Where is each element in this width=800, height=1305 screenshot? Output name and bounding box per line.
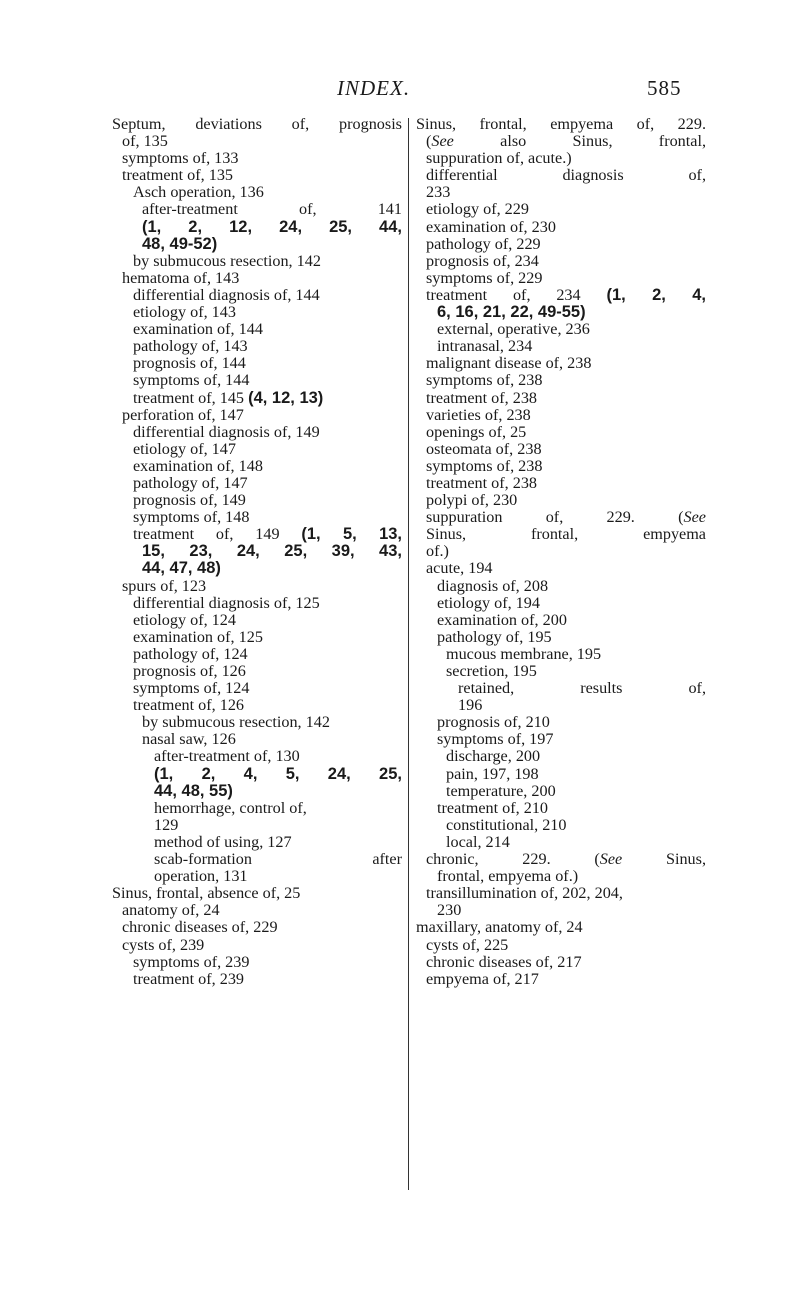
page-number: 585	[647, 76, 682, 100]
index-entry	[112, 543, 402, 560]
index-entry	[112, 236, 402, 253]
index-entry-text: symptoms of, 229	[426, 268, 543, 287]
index-entry	[416, 817, 706, 834]
index-entry-text: discharge, 200	[446, 747, 541, 766]
index-entry-text: by submucous resection, 142	[133, 251, 321, 270]
index-entry-text: symptoms of, 197	[437, 730, 554, 749]
index-entry-text: 48, 49-52)	[142, 234, 218, 253]
index-entry-text: cysts of, 225	[426, 935, 509, 954]
index-entry-text: symptoms of, 238	[426, 371, 543, 390]
index-entry-text: 233	[426, 183, 451, 202]
index-entry-text: varieties of, 238	[426, 405, 531, 424]
index-entry	[416, 236, 706, 253]
index-entry	[112, 355, 402, 372]
index-entry	[416, 560, 706, 577]
index-entry-text: 230	[437, 901, 462, 920]
index-entry	[416, 270, 706, 287]
index-entry-text: treatment of, 135	[122, 166, 234, 185]
index-entry	[112, 407, 402, 424]
index-entry-text: acute, 194	[426, 559, 493, 578]
index-entry-text: pain, 197, 198	[446, 764, 539, 783]
index-entry-text: of, 135	[122, 132, 168, 151]
index-entry-text: spurs of, 123	[122, 576, 207, 595]
index-entry	[416, 851, 706, 868]
index-entry	[112, 868, 402, 885]
index-entry	[112, 783, 402, 800]
index-entry-text: treatment of, 234	[426, 285, 581, 304]
index-entry-text: by submucous resection, 142	[142, 713, 330, 732]
index-entry	[416, 150, 706, 167]
index-entry	[416, 954, 706, 971]
index-entry	[416, 731, 706, 748]
index-entry-text: 196	[458, 696, 483, 715]
index-entry	[112, 851, 402, 868]
index-entry-text: etiology of, 124	[133, 610, 236, 629]
index-entry-text: etiology of, 229	[426, 200, 529, 219]
index-entry-text: chronic, 229. (See Sinus,	[426, 850, 706, 869]
index-entry-text: symptoms of, 124	[133, 679, 250, 698]
index-entry	[416, 612, 706, 629]
index-entry	[112, 492, 402, 509]
index-entry-text: prognosis of, 234	[426, 251, 539, 270]
index-entry	[416, 184, 706, 201]
index-entry	[416, 509, 706, 526]
index-entry	[416, 390, 706, 407]
index-entry-text: prognosis of, 210	[437, 713, 550, 732]
index-entry-text: differential diagnosis of, 144	[133, 285, 320, 304]
index-entry	[112, 201, 402, 218]
index-entry	[416, 646, 706, 663]
index-entry	[112, 817, 402, 834]
index-entry	[112, 509, 402, 526]
index-entry	[112, 372, 402, 389]
index-entry-text: etiology of, 194	[437, 593, 540, 612]
index-entry-text: treatment of, 239	[133, 969, 245, 988]
index-column-left	[112, 116, 402, 988]
index-entry	[112, 338, 402, 355]
index-entry	[112, 612, 402, 629]
index-entry	[112, 526, 402, 543]
index-entry-text: pathology of, 229	[426, 234, 541, 253]
index-entry-text: differential diagnosis of, 149	[133, 422, 320, 441]
index-entry	[112, 731, 402, 748]
index-entry-text: Sinus, frontal, empyema of, 229.	[416, 115, 706, 133]
index-entry	[112, 253, 402, 270]
index-entry	[416, 287, 706, 304]
index-entry-text: scab-formation after	[154, 850, 402, 869]
index-entry-text: suppuration of, acute.)	[426, 149, 572, 168]
index-entry-text: prognosis of, 144	[133, 354, 246, 373]
index-entry	[112, 441, 402, 458]
index-entry-text: temperature, 200	[446, 781, 556, 800]
index-entry-text: osteomata of, 238	[426, 439, 542, 458]
index-entry-text: constitutional, 210	[446, 815, 567, 834]
index-entry	[416, 595, 706, 612]
index-entry-text: differential diagnosis of, 125	[133, 593, 320, 612]
index-entry	[416, 116, 706, 133]
index-entry	[112, 646, 402, 663]
index-entry	[112, 748, 402, 765]
index-entry-text: empyema of, 217	[426, 969, 539, 988]
index-entry	[112, 902, 402, 919]
index-entry	[416, 663, 706, 680]
index-entry-text: etiology of, 143	[133, 303, 236, 322]
index-entry	[416, 201, 706, 218]
index-entry-text: of.)	[426, 542, 449, 561]
index-entry-text: treatment of, 145	[133, 388, 245, 407]
index-entry-text: Septum, deviations of, prognosis	[112, 115, 402, 133]
index-entry-text: perforation of, 147	[122, 405, 244, 424]
index-entry	[416, 748, 706, 765]
index-entry	[416, 766, 706, 783]
index-entry-text: retained, results of,	[458, 679, 706, 698]
index-entry-text: chronic diseases of, 229	[122, 918, 278, 937]
index-entry-text: 6, 16, 21, 22, 49-55)	[437, 303, 586, 322]
index-entry-text: treatment of, 238	[426, 388, 538, 407]
index-entry	[112, 919, 402, 936]
index-entry	[416, 372, 706, 389]
index-entry	[416, 304, 706, 321]
index-entry-text: etiology of, 147	[133, 439, 236, 458]
index-entry-text: symptoms of, 133	[122, 149, 239, 168]
index-entry	[416, 133, 706, 150]
index-entry	[416, 338, 706, 355]
index-entry-text: transillumination of, 202, 204,	[426, 884, 623, 903]
index-entry	[112, 800, 402, 817]
index-entry-text: hematoma of, 143	[122, 268, 240, 287]
plate-references: (1, 5, 13,	[301, 525, 403, 544]
index-entry-text: operation, 131	[154, 867, 248, 886]
index-entry	[112, 321, 402, 338]
index-entry	[416, 578, 706, 595]
index-entry	[112, 287, 402, 304]
index-entry-text: differential diagnosis of,	[426, 166, 706, 185]
index-entry-text: 44, 48, 55)	[154, 781, 233, 800]
index-column-right	[416, 116, 706, 988]
index-entry-text: symptoms of, 239	[133, 952, 250, 971]
index-entry-text: 129	[154, 815, 179, 834]
index-entry	[112, 663, 402, 680]
column-divider	[408, 118, 409, 1190]
index-entry-text: openings of, 25	[426, 422, 527, 441]
index-entry-text: maxillary, anatomy of, 24	[416, 918, 583, 937]
index-entry	[416, 919, 706, 936]
index-entry-text: examination of, 200	[437, 610, 567, 629]
index-entry-text: symptoms of, 238	[426, 456, 543, 475]
index-entry	[416, 167, 706, 184]
index-entry-text: treatment of, 238	[426, 473, 538, 492]
index-entry-text: external, operative, 236	[437, 320, 590, 339]
index-entry-text: diagnosis of, 208	[437, 576, 549, 595]
index-entry-text: (See also Sinus, frontal,	[426, 132, 706, 151]
plate-references: (1, 2, 4,	[606, 285, 707, 304]
index-entry	[416, 834, 706, 851]
index-entry	[416, 629, 706, 646]
index-entry	[416, 800, 706, 817]
index-entry	[416, 697, 706, 714]
index-entry	[416, 458, 706, 475]
index-entry-text: pathology of, 143	[133, 337, 248, 356]
index-entry	[112, 937, 402, 954]
index-entry-text: pathology of, 124	[133, 644, 248, 663]
index-entry-text: after-treatment of, 130	[154, 747, 300, 766]
index-entry-text: (1, 2, 4, 5, 24, 25,	[154, 764, 402, 783]
index-entry	[112, 475, 402, 492]
index-entry-text: treatment of, 210	[437, 798, 549, 817]
index-entry	[416, 783, 706, 800]
index-entry	[416, 902, 706, 919]
index-entry-text: symptoms of, 144	[133, 371, 250, 390]
index-entry	[416, 253, 706, 270]
index-entry	[416, 492, 706, 509]
index-entry-text: secretion, 195	[446, 662, 537, 680]
index-entry	[112, 834, 402, 851]
index-entry-text: treatment of, 149	[133, 525, 280, 544]
index-entry-text: examination of, 148	[133, 456, 263, 475]
index-entry-text: prognosis of, 126	[133, 662, 246, 680]
index-entry	[416, 885, 706, 902]
index-entry	[112, 304, 402, 321]
index-entry	[112, 116, 402, 133]
index-entry-text: polypi of, 230	[426, 491, 518, 510]
index-entry	[112, 167, 402, 184]
index-entry	[416, 219, 706, 236]
index-entry	[112, 184, 402, 201]
index-entry	[112, 133, 402, 150]
index-entry	[112, 697, 402, 714]
index-entry	[112, 150, 402, 167]
index-entry-text: (1, 2, 12, 24, 25, 44,	[142, 217, 402, 236]
index-entry	[112, 270, 402, 287]
index-entry	[416, 868, 706, 885]
index-entry	[416, 543, 706, 560]
index-entry-text: nasal saw, 126	[142, 730, 236, 749]
index-entry-text: examination of, 125	[133, 627, 263, 646]
index-entry	[112, 578, 402, 595]
index-entry-text: prognosis of, 149	[133, 491, 246, 510]
index-entry	[416, 971, 706, 988]
index-entry	[416, 407, 706, 424]
index-entry	[112, 458, 402, 475]
index-entry-text: examination of, 230	[426, 217, 556, 236]
index-entry	[416, 526, 706, 543]
index-entry	[416, 680, 706, 697]
index-entry-text: Asch operation, 136	[133, 183, 264, 202]
index-entry-text: chronic diseases of, 217	[426, 952, 582, 971]
index-entry	[112, 595, 402, 612]
index-entry	[112, 714, 402, 731]
index-entry	[416, 937, 706, 954]
index-entry-text: symptoms of, 148	[133, 508, 250, 527]
index-entry	[112, 390, 402, 407]
index-entry	[416, 424, 706, 441]
index-entry	[416, 441, 706, 458]
index-entry	[112, 680, 402, 697]
index-entry-text: pathology of, 147	[133, 473, 248, 492]
index-entry	[112, 560, 402, 577]
page-header	[0, 76, 800, 102]
index-entry-text: suppuration of, 229. (See	[426, 508, 706, 527]
index-entry	[112, 424, 402, 441]
index-entry-text: hemorrhage, control of,	[154, 798, 307, 817]
index-entry-text: intranasal, 234	[437, 337, 533, 356]
index-entry	[112, 954, 402, 971]
index-entry-text: 44, 47, 48)	[142, 559, 221, 578]
index-entry	[416, 321, 706, 338]
index-entry-text: after-treatment of, 141	[142, 200, 402, 219]
index-entry-text: pathology of, 195	[437, 627, 552, 646]
index-entry-text: cysts of, 239	[122, 935, 205, 954]
index-entry-text: malignant disease of, 238	[426, 354, 592, 373]
index-entry-text: examination of, 144	[133, 320, 263, 339]
index-entry	[112, 629, 402, 646]
index-entry	[112, 766, 402, 783]
index-entry-text: Sinus, frontal, empyema	[426, 525, 706, 544]
plate-references: (4, 12, 13)	[248, 388, 324, 407]
index-entry-text: treatment of, 126	[133, 696, 245, 715]
index-entry-text: local, 214	[446, 832, 510, 851]
index-entry	[416, 355, 706, 372]
index-entry-text: Sinus, frontal, absence of, 25	[112, 884, 301, 903]
running-title: INDEX.	[337, 76, 411, 100]
index-entry	[112, 971, 402, 988]
index-entry-text: method of using, 127	[154, 832, 292, 851]
index-entry-text: mucous membrane, 195	[446, 644, 602, 663]
index-entry-text: anatomy of, 24	[122, 901, 220, 920]
index-entry	[112, 219, 402, 236]
index-entry	[416, 475, 706, 492]
index-entry	[416, 714, 706, 731]
index-entry-text: frontal, empyema of.)	[437, 867, 579, 886]
index-entry	[112, 885, 402, 902]
index-entry-text: 15, 23, 24, 25, 39, 43,	[142, 542, 402, 561]
